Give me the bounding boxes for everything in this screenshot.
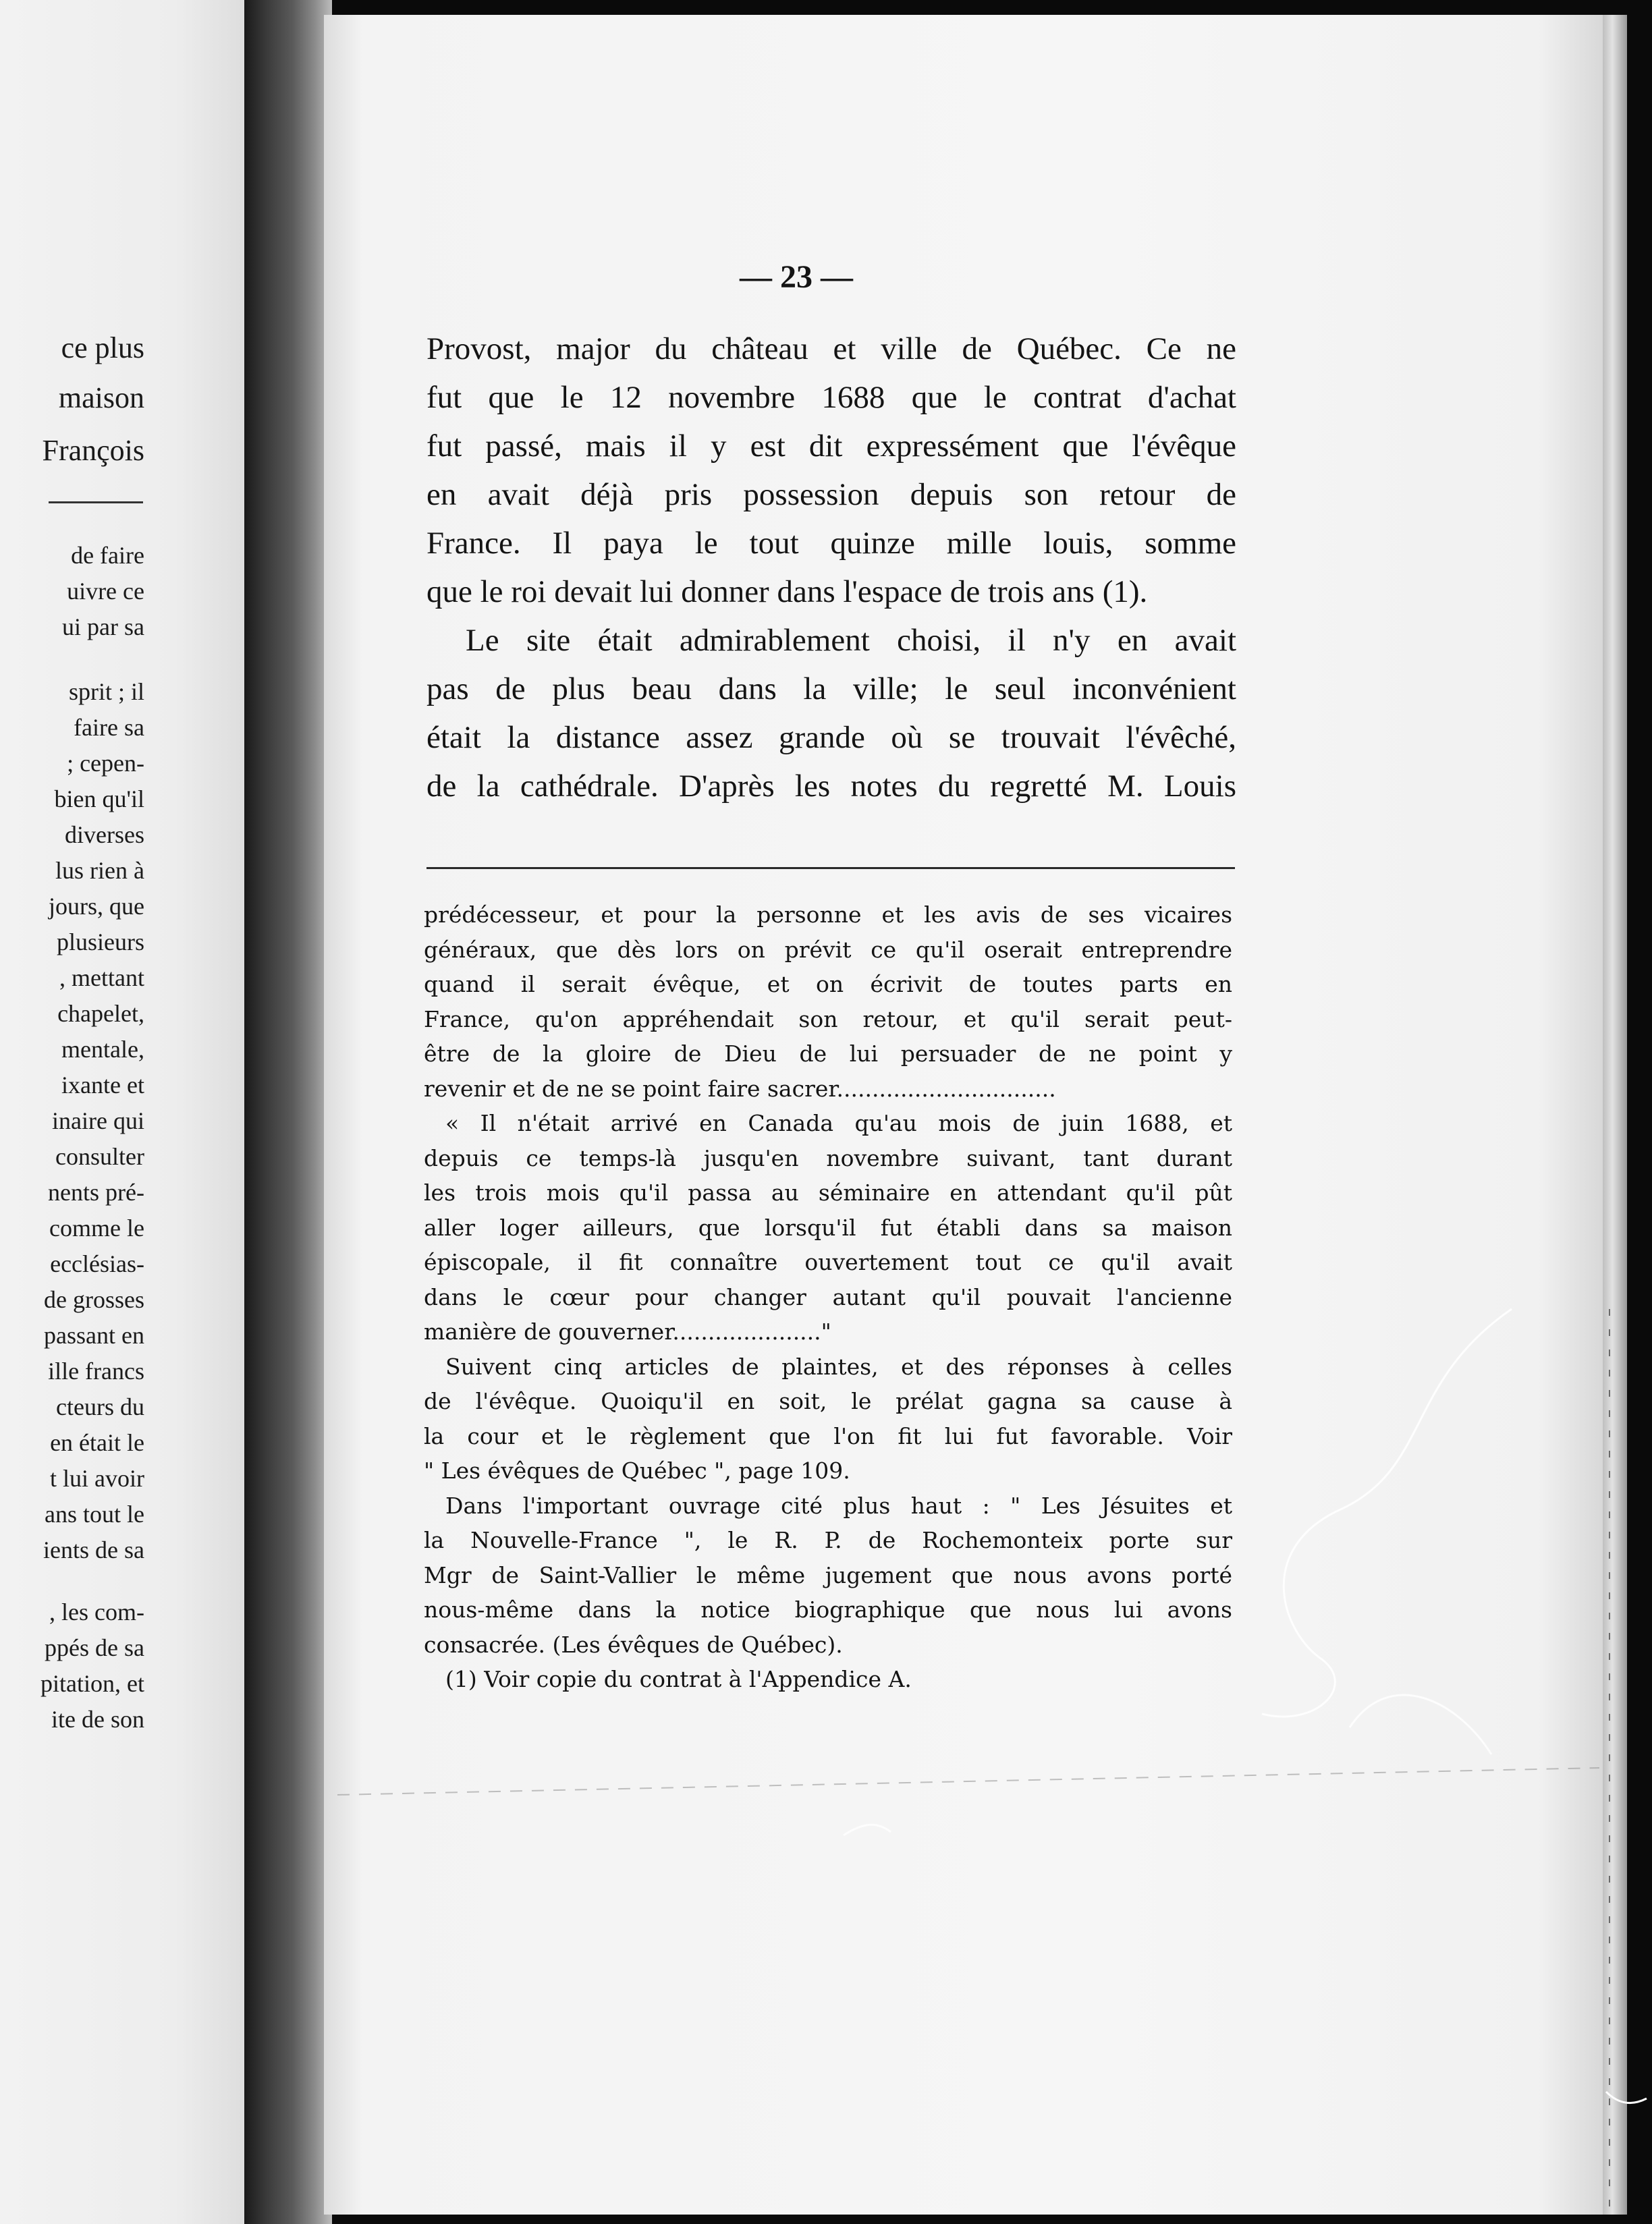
footnote-line: épiscopale, il fit connaître ouvertement tout ce qu'il avait bbox=[424, 1249, 1232, 1275]
footnote-line: la Nouvelle-France ", le R. P. de Rochemonteix porte sur bbox=[424, 1527, 1232, 1553]
left-page-line: consulter bbox=[55, 1143, 144, 1170]
body-line: Le site était admirablement choisi, il n'y en avait bbox=[466, 623, 1236, 658]
footnote-line: quand il serait évêque, et on écrivit de toutes parts en bbox=[424, 971, 1232, 997]
body-line: en avait déjà pris possession depuis son retour de bbox=[426, 477, 1236, 512]
footnote-line: Mgr de Saint-Vallier le même jugement que nous avons porté bbox=[424, 1561, 1232, 1588]
left-page-line: ppés de sa bbox=[45, 1634, 144, 1661]
left-page-line: ; cepen- bbox=[67, 750, 144, 777]
footnote-line: « Il n'était arrivé en Canada qu'au mois de juin 1688, et bbox=[445, 1110, 1232, 1136]
left-page-line: ecclésias- bbox=[50, 1250, 144, 1277]
body-line: pas de plus beau dans la ville; le seul inconvénient bbox=[426, 671, 1236, 706]
footnote-line: être de la gloire de Dieu de lui persuader de ne point y bbox=[424, 1040, 1232, 1067]
footnote-line: France, qu'on appréhendait son retour, et qu'il serait peut- bbox=[424, 1005, 1232, 1032]
footnote-line: dans le cœur pour changer autant qu'il pouvait l'ancienne bbox=[424, 1283, 1232, 1310]
left-page-line: ille francs bbox=[48, 1358, 144, 1385]
left-page-line: faire sa bbox=[74, 714, 144, 741]
left-page-line: t lui avoir bbox=[50, 1465, 144, 1492]
footnote-line: généraux, que dès lors on prévit ce qu'il oserait entreprendre bbox=[424, 936, 1232, 963]
footnote-line: revenir et de ne se point faire sacrer............................... bbox=[424, 1075, 1056, 1102]
body-line: était la distance assez grande où se trouvait l'évêché, bbox=[426, 720, 1236, 755]
footnote-line: (1) Voir copie du contrat à l'Appendice A. bbox=[445, 1666, 912, 1692]
left-page-line: en était le bbox=[50, 1429, 144, 1456]
body-line: Provost, major du château et ville de Québec. Ce ne bbox=[426, 331, 1236, 366]
footnote-line: aller loger ailleurs, que lorsqu'il fut établi dans sa maison bbox=[424, 1214, 1232, 1241]
left-page-line: diverses bbox=[65, 821, 144, 848]
body-line: fut que le 12 novembre 1688 que le contrat d'achat bbox=[426, 380, 1236, 415]
left-page-line: ui par sa bbox=[62, 613, 144, 640]
body-line: France. Il paya le tout quinze mille louis, somme bbox=[426, 526, 1236, 561]
footnote-line: la cour et le règlement que l'on fit lui fut favorable. Voir bbox=[424, 1422, 1232, 1449]
footnote-line: de l'évêque. Quoiqu'il en soit, le prélat gagna sa cause à bbox=[424, 1388, 1232, 1414]
left-page-line: ite de son bbox=[51, 1706, 144, 1733]
footnote-line: prédécesseur, et pour la personne et les avis de ses vicaires bbox=[424, 901, 1232, 928]
body-line: que le roi devait lui donner dans l'espace de trois ans (1). bbox=[426, 574, 1148, 609]
left-page-line: ixante et bbox=[61, 1072, 144, 1099]
left-page-line: pitation, et bbox=[40, 1670, 144, 1697]
footnote-line: les trois mois qu'il passa au séminaire en attendant qu'il pût bbox=[424, 1179, 1232, 1206]
left-page-line: bien qu'il bbox=[54, 785, 144, 812]
left-page-line: passant en bbox=[44, 1322, 144, 1349]
left-page-line: ce plus bbox=[61, 331, 144, 364]
left-page-line: François bbox=[42, 434, 144, 467]
body-line: de la cathédrale. D'après les notes du regretté M. Louis bbox=[426, 769, 1236, 804]
footnote-line: Dans l'important ouvrage cité plus haut : " Les Jésuites et bbox=[445, 1492, 1232, 1519]
left-page-line: sprit ; il bbox=[68, 678, 144, 705]
left-page-line: chapelet, bbox=[57, 1000, 144, 1027]
left-page-line: uivre ce bbox=[67, 578, 144, 605]
footnote-line: " Les évêques de Québec ", page 109. bbox=[424, 1457, 850, 1484]
body-line: fut passé, mais il y est dit expressément que l'évêque bbox=[426, 428, 1236, 464]
footnote-line: consacrée. (Les évêques de Québec). bbox=[424, 1631, 843, 1658]
left-page-line: comme le bbox=[49, 1215, 144, 1242]
left-page-line: , les com- bbox=[49, 1598, 144, 1625]
footnote-line: manière de gouverner....................." bbox=[424, 1318, 831, 1345]
footnote-line: nous-même dans la notice biographique que nous lui avons bbox=[424, 1596, 1232, 1623]
left-page-line: maison bbox=[58, 381, 144, 414]
left-page-line: ans tout le bbox=[45, 1501, 144, 1528]
left-page-line: plusieurs bbox=[57, 928, 144, 955]
left-page-line: ients de sa bbox=[43, 1536, 144, 1563]
left-page-line: jours, que bbox=[49, 893, 144, 920]
left-page-line: nents pré- bbox=[48, 1179, 144, 1206]
footnote-line: depuis ce temps-là jusqu'en novembre suivant, tant durant bbox=[424, 1144, 1232, 1171]
left-page-line: cteurs du bbox=[56, 1393, 144, 1420]
page-number: — 23 — bbox=[740, 259, 853, 295]
left-page-line: mentale, bbox=[61, 1036, 144, 1063]
left-page-line: de grosses bbox=[44, 1286, 144, 1313]
footnote-line: Suivent cinq articles de plaintes, et des réponses à celles bbox=[445, 1353, 1232, 1380]
left-page-line: lus rien à bbox=[55, 857, 144, 884]
left-page-line: , mettant bbox=[59, 964, 144, 991]
left-page-line: inaire qui bbox=[52, 1107, 144, 1134]
left-page-line: de faire bbox=[71, 542, 144, 569]
